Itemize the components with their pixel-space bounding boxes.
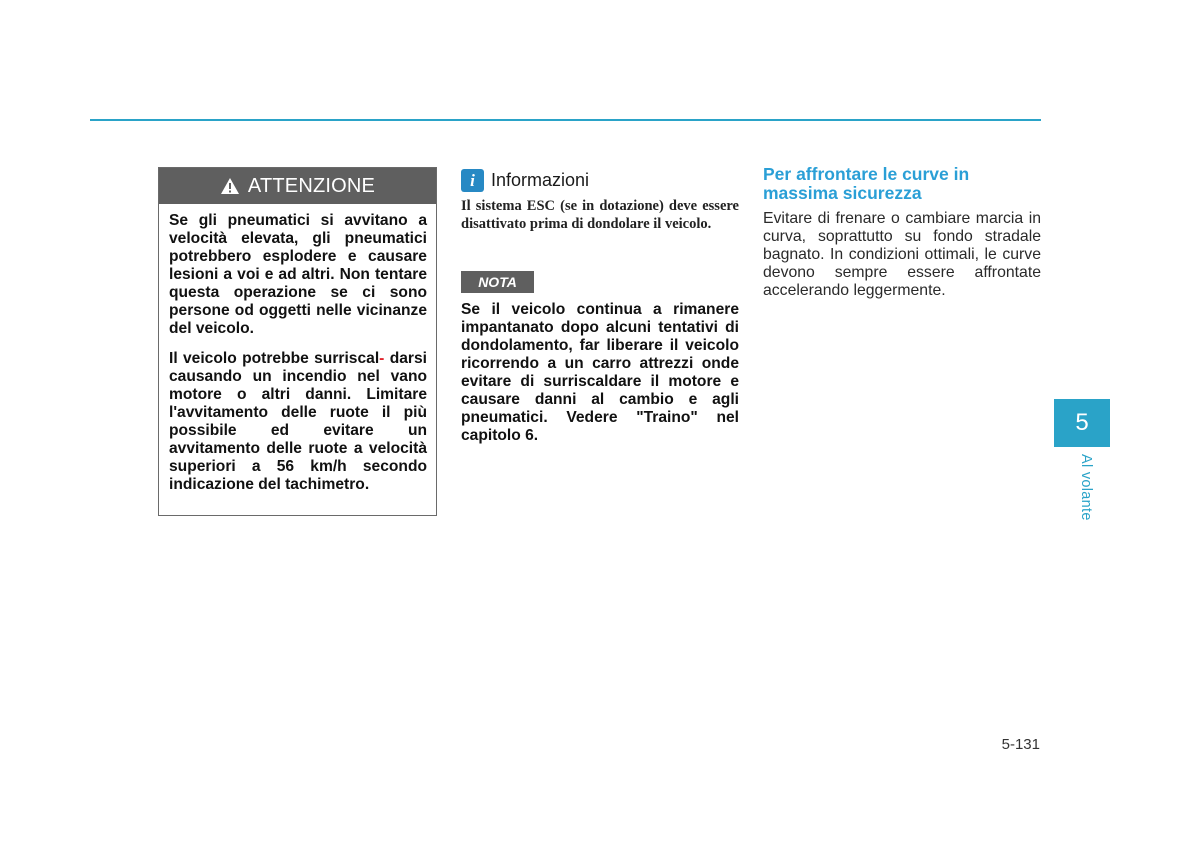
top-divider [90,119,1041,121]
nota-badge: NOTA [461,271,534,293]
curves-heading: Per affrontare le curve in massima sicurezza [763,164,970,203]
warning-body [159,204,436,494]
warning-triangle-icon [220,177,240,195]
nota-text: Se il veicolo continua a rimanere impantanato dopo alcuni tentativi di dondolamento, far liberare il veicolo ricorrendo a un carro attrezzi onde evitare di surriscaldare il motore e causare danni al cambio e agli pneumatici. Vedere "Traino" nel capitolo 6. [461,301,739,444]
info-text: Il sistema ESC (se in dotazione) deve essere disattivato prima di dondolare il veicolo. [461,198,739,232]
page-number: 5-131 [1001,736,1040,753]
warning-box [158,167,437,516]
info-icon: i [461,169,484,192]
warning-paragraph-2-end: darsi causando un incendio nel vano motore o altri danni. Limitare l'avvitamento delle ruote il più possibile ed evitare un avvitamento delle ruote a velocità superiori a 56 km/h secondo indicazione del tachimetro. [169,350,427,493]
warning-hyphen: - [379,350,385,367]
warning-paragraph-2-start: Il veicolo potrebbe surriscal [169,350,380,367]
warning-paragraph-2 [169,350,427,494]
chapter-tab: 5 [1054,399,1110,447]
warning-title: ATTENZIONE [247,174,376,197]
curves-text: Evitare di frenare o cambiare marcia in curva, soprattutto su fondo stradale bagnato. In condizioni ottimali, le curve devono sempre essere affrontate accelerando leggermente. [763,210,1041,299]
info-title: Informazioni [491,170,590,190]
warning-paragraph-1: Se gli pneumatici si avvitano a velocità elevata, gli pneumatici potrebbero esplodere e causare lesioni a voi e ad altri. Non tentare questa operazione se ci sono persone od oggetti nelle vicinanze del veicolo. [169,212,427,337]
warning-header [159,168,436,204]
chapter-label: Al volante [1078,454,1094,521]
info-header [461,169,589,192]
